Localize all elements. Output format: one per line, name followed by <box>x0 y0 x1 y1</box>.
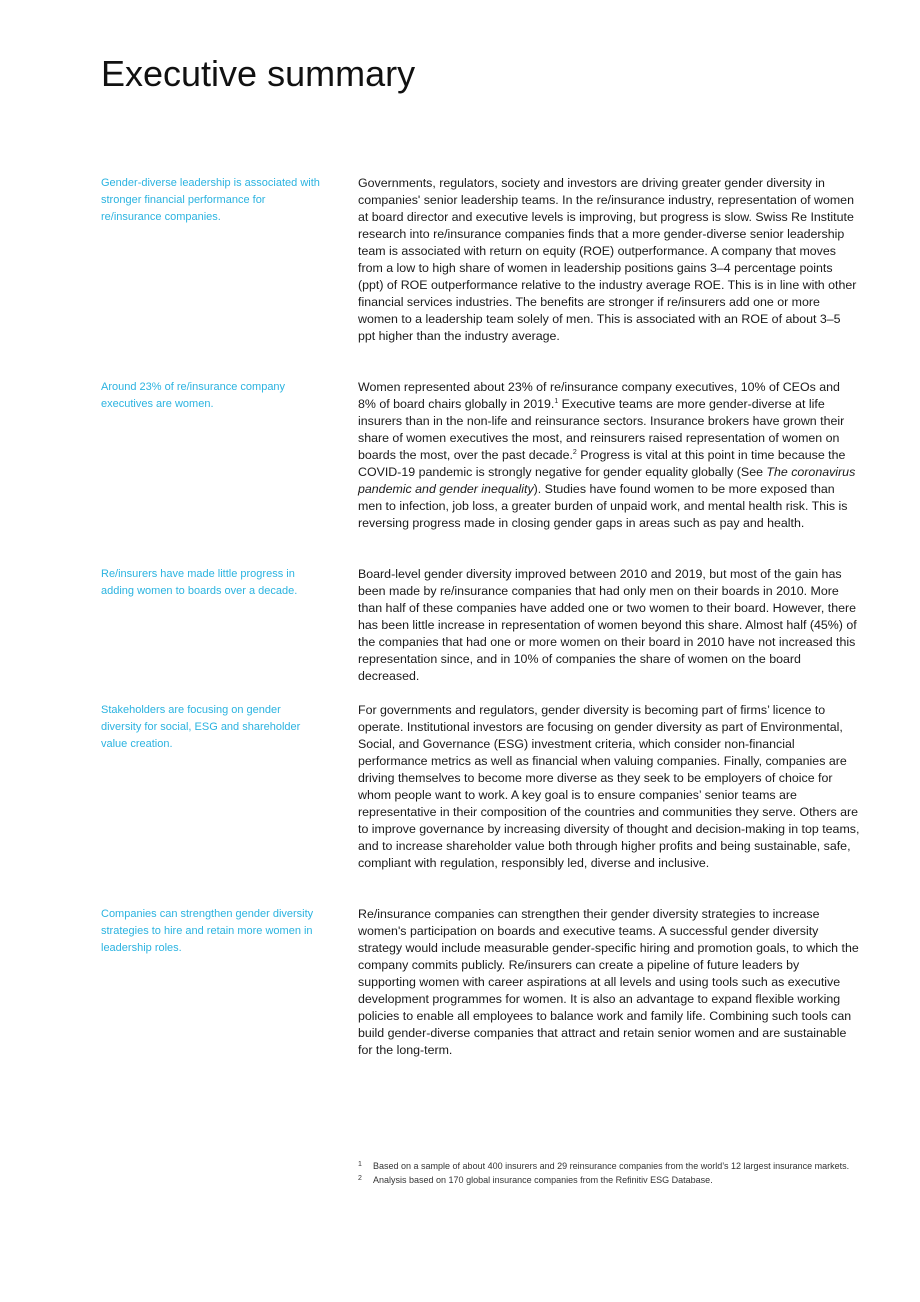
footnote <box>358 1160 858 1172</box>
body-text-run: Women represented about 23% of re/insurance company executives, 10% of CEOs and 8% of board chairs globally in 2019. <box>358 380 840 411</box>
footnote-reference: 2 <box>572 448 577 456</box>
footnote-text: Based on a sample of about 400 insurers and 29 reinsurance companies from the world’s 12 largest insurance markets. <box>373 1161 850 1171</box>
section-sidenote: Around 23% of re/insurance company executives are women. <box>101 381 286 410</box>
footnotes <box>358 1160 858 1188</box>
section-body <box>358 379 860 532</box>
section-sidenote: Stakeholders are focusing on gender diversity for social, ESG and shareholder value creation. <box>101 704 301 750</box>
section-sidenote: Re/insurers have made little progress in adding women to boards over a decade. <box>101 568 298 597</box>
section-body: For governments and regulators, gender diversity is becoming part of firms’ licence to operate. Institutional investors are focusing on gender diversity as part of Environmental, Social, and Governance (ESG) investment criteria, which consider non-financial performance metrics as well as financial when valuing companies. Finally, companies are driving themselves to become more diverse as they seek to be employers of choice for whom people want to work. A key goal is to ensure companies’ senior teams are representative in their composition of the countries and communities they serve. Others are to improve governance by increasing diversity of thought and decision-making in top teams, and to increase shareholder value both through higher profits and being sustainable, safe, compliant with regulation, responsibly led, diverse and inclusive. <box>358 703 860 870</box>
body-text-run: ). Studies have found women to be more exposed than men to infection, job loss, a greater burden of unpaid work, and mental health risk. This is reversing progress made in closing gender gaps in areas such as pay and health. <box>358 482 848 530</box>
publication-reference: The coronavirus pandemic and gender inequality <box>358 465 856 496</box>
page-title: Executive summary <box>101 53 416 94</box>
footnote <box>358 1174 858 1186</box>
footnote-number: 2 <box>358 1175 362 1182</box>
section-body: Re/insurance companies can strengthen their gender diversity strategies to increase women's participation on boards and executive teams. A successful gender diversity strategy would include measurable gender-specific hiring and promotion goals, to which the company commits publicly. Re/insurers can create a pipeline of future leaders by supporting women with career aspirations at all levels and using tools such as executive development programmes for women. It is also an advantage to expand flexible working policies to enable all employees to balance work and family life. Combining such tools can build gender-diverse companies that attract and retain senior women and are sustainable for the long-term. <box>358 907 859 1057</box>
footnote-reference: 1 <box>554 397 559 405</box>
footnote-text: Analysis based on 170 global insurance companies from the Refinitiv ESG Database. <box>373 1175 713 1185</box>
footnote-number: 1 <box>358 1161 362 1168</box>
section-sidenote: Gender-diverse leadership is associated with stronger financial performance for re/insurance companies. <box>101 177 320 223</box>
body-text-run: Progress is vital at this point in time because the COVID-19 pandemic is strongly negative for gender equality globally (See <box>358 448 846 479</box>
body-text-run: Executive teams are more gender-diverse at life insurers than in the non-life and reinsurance sectors. Insurance brokers have grown their share of women executives the most, and reinsurers raised representation of women on boards the most, over the past decade. <box>358 397 845 462</box>
section-body: Board-level gender diversity improved between 2010 and 2019, but most of the gain has been made by re/insurance companies that had only men on their boards in 2010. More than half of these companies have added one or two women to their board. However, there has been little increase in representation of women beyond this share. Almost half (45%) of the companies that had one or more women on their board in 2010 have not increased this representation since, and in 10% of companies the share of women on the board decreased. <box>358 567 857 683</box>
section-body: Governments, regulators, society and investors are driving greater gender diversity in companies' senior leadership teams. In the re/insurance industry, representation of women at board director and executive levels is improving, but progress is slow. Swiss Re Institute research into re/insurance companies finds that a more gender-diverse senior leadership team is associated with return on equity (ROE) outperformance. A company that moves from a low to high share of women in leadership positions gains 3–4 percentage points (ppt) of ROE outperformance relative to the industry average ROE. This is in line with other financial services industries. The benefits are stronger if re/insurers add one or more women to a leadership team solely of men. This is associated with an ROE of about 3–5 ppt higher than the industry average. <box>358 176 857 343</box>
section-sidenote: Companies can strengthen gender diversity strategies to hire and retain more women in leadership roles. <box>101 908 314 954</box>
